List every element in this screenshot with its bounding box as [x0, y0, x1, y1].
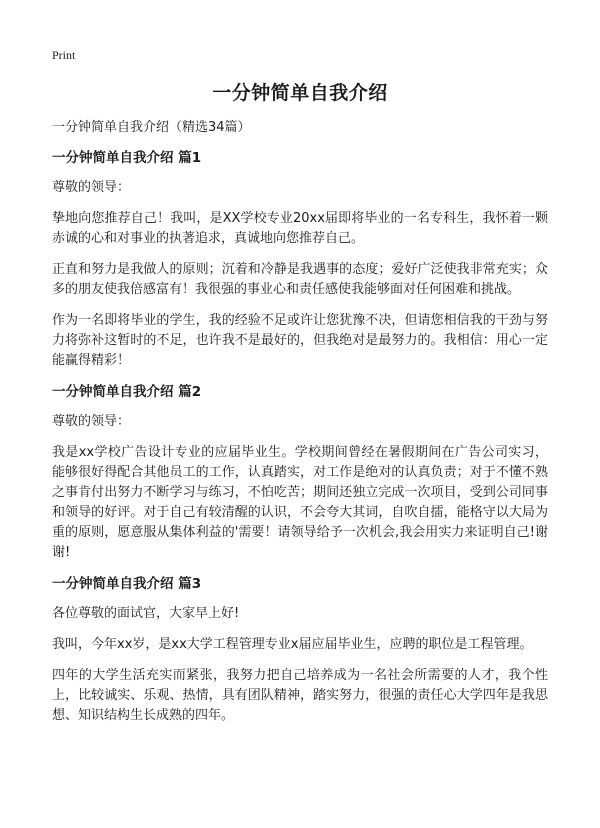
- paragraph: 挚地向您推荐自己！我叫，是XX学校专业20xx届即将毕业的一名专科生，我怀着一颗赤诚的心和对事业的执著追求，真诚地向您推荐自己。: [52, 211, 548, 246]
- paragraph: 尊敬的领导：: [52, 414, 131, 429]
- document-body: [52, 118, 548, 737]
- section-heading: 一分钟简单自我介绍 篇1: [52, 150, 202, 166]
- paragraph: 作为一名即将毕业的学生，我的经验不足或许让您犹豫不决，但请您相信我的干劲与努力将弥补这暂时的不足，也许我不是最好的，但我绝对是最努力的。我相信：用心一定能赢得精彩！: [52, 313, 548, 368]
- section-2: [52, 382, 548, 563]
- print-link[interactable]: Print: [52, 48, 76, 62]
- document-subtitle: 一分钟简单自我介绍（精选34篇）: [52, 120, 251, 135]
- section-heading: 一分钟简单自我介绍 篇2: [52, 384, 202, 400]
- section-heading: 一分钟简单自我介绍 篇3: [52, 576, 202, 592]
- paragraph: 我叫，今年xx岁，是xx大学工程管理专业x届应届毕业生，应聘的职位是工程管理。: [52, 637, 533, 652]
- section-3: [52, 574, 548, 726]
- paragraph: 我是xx学校广告设计专业的应届毕业生。学校期间曾经在暑假期间在广告公司实习，能够很好得配合其他员工的工作，认真踏实，对工作是绝对的认真负责；对于不懂不熟之事肯付出努力不断学习与练习，不怕吃苦；期间还独立完成一次项目，受到公司同事和领导的好评。对于自己有较清醒的认识，不会夸大其词，自吹自擂，能格守以大局为重的原则，愿意服从集体利益的'需要！请领导给予一次机会,我会用实力来证明自己!谢谢!: [52, 445, 548, 560]
- paragraph: 尊敬的领导：: [52, 180, 131, 195]
- paragraph: 正直和努力是我做人的原则；沉着和冷静是我遇事的态度；爱好广泛使我非常充实；众多的朋友使我倍感富有！我很强的事业心和责任感使我能够面对任何困难和挑战。: [52, 262, 548, 297]
- paragraph: 四年的大学生活充实而紧张，我努力把自己培养成为一名社会所需要的人才，我个性上，比较诚实、乐观、热情，具有团队精神，踏实努力，很强的责任心大学四年是我思想、知识结构生长成熟的四年。: [52, 668, 548, 723]
- section-1: [52, 148, 548, 371]
- page-title: 一分钟简单自我介绍: [212, 82, 388, 104]
- paragraph: 各位尊敬的面试官，大家早上好!: [52, 606, 240, 621]
